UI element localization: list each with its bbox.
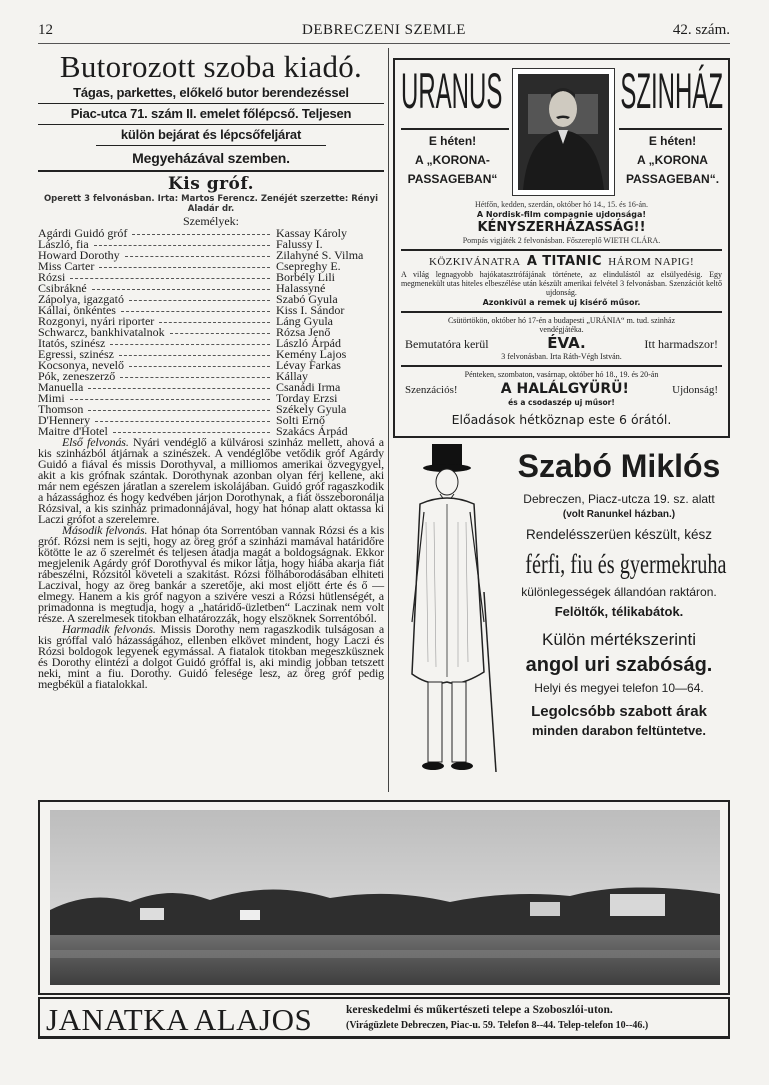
cast-actor: Szakács Árpád	[276, 424, 348, 438]
ad-line: Legolcsóbb szabott árak	[531, 703, 707, 720]
cast-actor: Lévay Farkas	[276, 358, 341, 372]
film-title: ÉVA.	[547, 334, 586, 352]
ad-line: Felöltők, télikabátok.	[554, 604, 684, 619]
cast-role: Howard Dorothy	[38, 248, 120, 262]
ad-line: angol uri szabóság.	[525, 654, 713, 676]
ad-line: Külön mértékszerinti	[541, 630, 696, 649]
halalgyuru-row	[401, 380, 722, 398]
act-label: Második felvonás.	[62, 523, 148, 537]
act-label: Első felvonás.	[62, 435, 129, 449]
ad-title: JANATKA ALAJOS	[46, 1002, 313, 1037]
address: Debreczen, Piacz-utcza 19. sz. alatt	[523, 492, 715, 506]
ad-line: (Virágüzlete Debreczen, Piac-u. 59. Telefon 8--44. Telep-telefon 10--46.)	[346, 1020, 649, 1031]
cast-actor: László Árpád	[276, 336, 341, 350]
weekend-dates: Pénteken, szombaton, vasárnap, október hó 18., 19. és 20-án	[464, 370, 659, 379]
cast-actor: Kállay	[276, 369, 308, 383]
cast-actor: Csanádi Irma	[276, 380, 341, 394]
label: PASSAGEBAN“	[407, 172, 498, 186]
leader-line	[119, 355, 270, 356]
leader-line	[170, 333, 270, 334]
act-label: Harmadik felvonás.	[62, 622, 156, 636]
leader-line	[94, 245, 270, 246]
leader-line	[70, 278, 270, 279]
label: E héten!	[428, 134, 477, 148]
cast-role: Miss Carter	[38, 259, 95, 273]
sensation-label: Szenzációs!	[405, 384, 458, 396]
cast-actor: Rózsa Jenő	[276, 325, 331, 339]
label: E héten!	[648, 134, 697, 148]
left-column	[38, 50, 384, 690]
column-divider	[388, 48, 389, 792]
cast-role: Zápolya, igazgató	[38, 292, 124, 306]
ad-line: minden darabon feltüntetve.	[531, 723, 707, 738]
this-week-left	[395, 132, 510, 189]
ad-line: különlegességek állandóan raktáron.	[521, 585, 717, 599]
cast-row	[38, 272, 384, 283]
cast-actor: Szabó Gyula	[276, 292, 338, 306]
phone: Helyi és megyei telefon 10—64.	[534, 681, 704, 695]
ad-line: férfi, fiu és gyermekruha	[525, 549, 727, 579]
eva-description: 3 felvonásban. Irta Ráth-Végh István.	[501, 352, 622, 361]
leader-line	[132, 234, 270, 235]
cast-role: Agárdi Guidó gróf	[38, 226, 128, 240]
gentleman-illustration	[400, 442, 504, 787]
divider	[401, 128, 509, 130]
cast-actor: Torday Erzsi	[276, 391, 338, 405]
room-ad-line: Tágas, parkettes, előkelő butor berendezéssel	[38, 83, 384, 104]
synopsis	[38, 437, 384, 690]
portrait-photo	[512, 68, 615, 196]
third-showing: Itt harmadszor!	[644, 337, 718, 351]
play-credits: Operett 3 felvonásban. Irta: Martos Ferencz. Zenéjét szerzette: Rényi Aladár dr.	[43, 194, 379, 214]
leader-line	[120, 377, 270, 378]
label: HÁROM NAPIG!	[608, 256, 695, 268]
room-ad-title: Butorozott szoba kiadó.	[59, 49, 363, 84]
cast-role: Csibrákné	[38, 281, 87, 295]
cast-row	[38, 228, 384, 239]
cast-actor: Kemény Lajos	[276, 347, 347, 361]
former-location: (volt Ranunkel házban.)	[562, 509, 676, 520]
cast-actor: Csepreghy E.	[276, 259, 341, 273]
cast-role: Mimi	[38, 391, 65, 405]
novelty-label: Ujdonság!	[672, 384, 718, 396]
cast-role: Pók, zeneszerző	[38, 369, 116, 383]
leader-line	[113, 432, 270, 433]
cast-role: Kállai, önkéntes	[38, 303, 116, 317]
show-times: Előadások hétköznap este 6 órától.	[451, 412, 672, 427]
eva-row	[401, 334, 722, 352]
label: A „KORONA	[637, 153, 708, 167]
ad-title-right: SZINHÁZ	[620, 63, 723, 121]
page-number: 12	[38, 22, 53, 38]
room-ad-line: Megyeházával szemben.	[132, 150, 290, 166]
ad-line: Rendelésszerüen készült, kész	[525, 527, 713, 542]
issue-number: 42. szám.	[672, 22, 730, 38]
premiere-label: Bemutatóra kerül	[405, 337, 489, 351]
leader-line	[110, 344, 270, 345]
nordisk: A Nordisk-film compagnie ujdonsága!	[476, 210, 647, 219]
cast-role: László, fia	[38, 237, 89, 251]
label: PASSAGEBAN“.	[625, 172, 720, 186]
cast-actor: Zilahyné S. Vilma	[276, 248, 364, 262]
thursday-note: Csütörtökön, október hó 17-én a budapesti „URÁNIA“ m. tud. szinház vendégjátéka.	[447, 316, 676, 334]
leader-line	[92, 289, 270, 290]
cast-role: Kocsonya, nevelő	[38, 358, 124, 372]
leader-line	[129, 366, 270, 367]
film-title: A HALÁLGYÜRÜ!	[500, 381, 629, 397]
extra-program: Azonkivül a remek uj kisérő műsor.	[482, 298, 641, 307]
cast-actor: Halassyné	[276, 281, 326, 295]
film-title: A TITANIC	[526, 254, 602, 269]
room-ad-line: Piac-utca 71. szám II. emelet főlépcső. Teljesen	[38, 104, 384, 125]
program-list	[395, 200, 728, 436]
dates: Hétfőn, kedden, szerdán, október hó 14., 15. és 16-án.	[474, 200, 649, 209]
divider	[619, 128, 722, 130]
cast-actor: Falussy I.	[276, 237, 323, 251]
cast-role: Manuella	[38, 380, 84, 394]
divider	[401, 365, 722, 367]
leader-line	[95, 421, 270, 422]
cast-role: Thomson	[38, 402, 84, 416]
titanic-description: A világ legnagyobb hajókatasztrófájának története, az elindulástól az elsülyedésig. Egy megmenekült utas hiteles elbeszélése után készült amerikai felvétel 3 felvonásban. Szenzációt keltő ujdonság.	[401, 270, 722, 297]
divider	[401, 311, 722, 313]
room-ad-line: külön bejárat és lépcsőfeljárat	[96, 125, 326, 146]
act-text: Missis Dorothy nem ragaszkodik tulságosan a kis gróffal való házasságához, ellenben elkövet mindent, hogy Laczi és Rózsi boldogok legyenek egymással. A fiatalok titokban megeszküsznek és Dorothy elintézi a dolgot Guidó gróffal is, aki mindig jobban tetszett neki, mint a fiu. Dorothy. Guidó felesége lesz, az öreg gróf pedig megbékül a fiatalokkal.	[38, 622, 384, 691]
cast-role: Itatós, szinész	[38, 336, 106, 350]
cast-role: Egressi, szinész	[38, 347, 114, 361]
cast-actor: Borbély Lili	[276, 270, 335, 284]
ad-line: kereskedelmi és műkertészeti telepe a Szoboszlói-uton.	[346, 1004, 613, 1016]
leader-line	[125, 256, 270, 257]
cast-actor: Kiss I. Sándor	[276, 303, 345, 317]
leader-line	[129, 300, 270, 301]
cast-role: Maitre d'Hotel	[38, 424, 108, 438]
cast-actor: Láng Gyula	[276, 314, 333, 328]
label: KÖZKIVÁNATRA	[428, 256, 521, 268]
ad-title: Szabó Miklós	[517, 448, 721, 484]
janatka-nursery-ad	[38, 997, 730, 1039]
film-title: KÉNYSZERHÁZASSÁG!!	[477, 220, 646, 235]
cast-role: Schwarcz, bankhivatalnok	[38, 325, 165, 339]
leader-line	[70, 399, 270, 400]
page-header	[38, 20, 730, 44]
leader-line	[121, 311, 270, 312]
leader-line	[88, 388, 270, 389]
cast-actor: Kassay Károly	[276, 226, 347, 240]
cast-list	[38, 228, 384, 437]
landscape-photo-box	[38, 800, 730, 995]
cast-actor: Székely Gyula	[276, 402, 347, 416]
program-note: és a csodaszép uj műsor!	[508, 398, 615, 407]
uranus-cinema-ad	[393, 58, 730, 438]
label: A „KORONA-	[415, 153, 490, 167]
leader-line	[88, 410, 270, 411]
leader-line	[159, 322, 270, 323]
titanic-line	[401, 254, 722, 270]
cast-role: D'Hennery	[38, 413, 91, 427]
cast-role: Rózsi	[38, 270, 66, 284]
ad-title-left: URANUS	[401, 63, 503, 121]
act-text: Nyári vendéglő a külvárosi szinház mellett, ahová a kis szinházból átjárnak a szinészek. A vendéglőbe vetődik gróf Agárdy Guidó a fiával és missis Dorothyval, a milliomos amerikai özvegygyel, akit a kis grófnak szántak. Dorothynak azonban olyan férj kellene, aki már nem egészen járatlan a szerelem iskolájában. Guidó gróf ragaszkodik a házassághoz és hogy kedvében járjon Dorothynak, a fiát összeboronálja Rózsival, a kis szinház primadonnájával, hogy hat hónap alatt oktassa ki Laczi grófot a szerelemre.	[38, 435, 384, 526]
play-title: Kis gróf.	[167, 174, 255, 194]
szabo-tailor-ad	[506, 446, 732, 739]
act-text: Hat hónap óta Sorrentóban vannak Rózsi és a kis gróf. Rózsi nem is sejti, hogy az öreg gróf a szinházi mamával határidőre kötötte le az ő szerelmét és teljesen átadja magát a boldogságnak. Ekkor megjelenik Agárdy gróf Dorothyval és mikor látja, hogy hiába akarja fiát rábeszélni, Rózsitól követeli a szakitást. Rózsi fölháborodásában elhiteti Laczival, hogy az öreg bankár a szeretője, aki most eljött érte és ő — elmegy. Hanem a kis gróf nagyon a szivére veszi a Rózsi hütlenségét, a primadonna is megtudja, hogy a „határidő-üzletben“ Laczinak nem volt része. A szerelmesek titokban elhatározzák, hogy elszöknek Sorrentóból.	[38, 523, 384, 625]
this-week-right	[617, 132, 728, 189]
divider	[401, 249, 722, 251]
publication-title: DEBRECZENI SZEMLE	[302, 22, 466, 38]
cast-heading: Személyek:	[183, 214, 239, 228]
nursery-landscape-photo	[50, 810, 720, 985]
cast-actor: Solti Ernő	[276, 413, 326, 427]
leader-line	[99, 267, 270, 268]
divider	[38, 170, 384, 172]
film-description: Pompás vigjáték 2 felvonásban. Főszereplő WIETH CLÁRA.	[462, 236, 661, 245]
cast-role: Rozgonyi, nyári riporter	[38, 314, 155, 328]
